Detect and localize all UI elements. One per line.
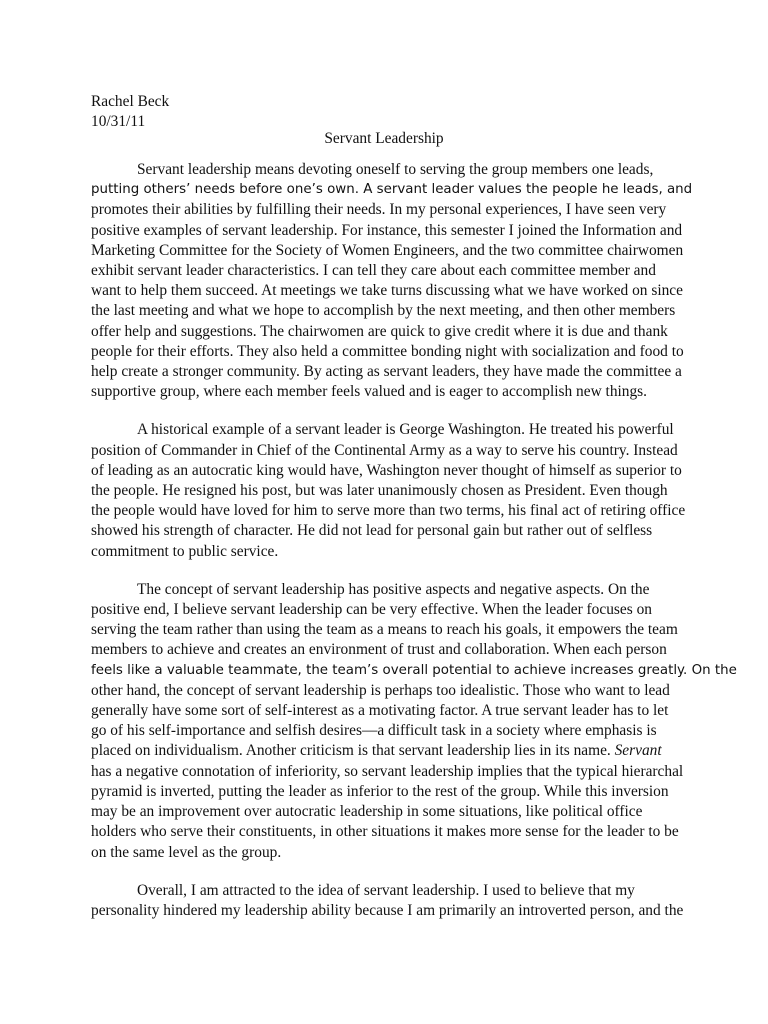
text-line: the people would have loved for him to serve more than two terms, his final act of retiring office <box>91 502 686 520</box>
text-line: the last meeting and what we hope to accomplish by the next meeting, and then other members <box>91 302 676 320</box>
text-line: personality hindered my leadership ability because I am primarily an introverted person, and the <box>91 901 684 919</box>
text-line: supportive group, where each member feels valued and is eager to accomplish new things. <box>91 383 648 401</box>
paragraph-3 <box>91 580 737 863</box>
document-date: 10/31/11 <box>91 113 146 130</box>
text-line: generally have some sort of self-interest as a motivating factor. A true servant leader has to let <box>91 702 669 720</box>
document-title: Servant Leadership <box>324 130 444 147</box>
text-line: pyramid is inverted, putting the leader as inferior to the rest of the group. While this inversion <box>91 782 669 800</box>
text-line: Overall, I am attracted to the idea of servant leadership. I used to believe that my <box>137 881 635 899</box>
text-line: the people. He resigned his post, but was later unanimously chosen as President. Even though <box>91 482 668 500</box>
text-line: serving the team rather than using the team as a means to reach his goals, it empowers the team <box>91 621 678 639</box>
paragraph-2 <box>91 420 686 561</box>
text-line: positive end, I believe servant leadership can be very effective. When the leader focuses on <box>91 601 652 619</box>
text-line: members to achieve and creates an environment of trust and collaboration. When each person <box>91 641 667 659</box>
text-line: A historical example of a servant leader is George Washington. He treated his powerful <box>137 421 674 439</box>
text-line: want to help them succeed. At meetings we take turns discussing what we have worked on since <box>91 282 683 300</box>
text-line: of leading as an autocratic king would have, Washington never thought of himself as superior to <box>91 461 682 479</box>
text-line: position of Commander in Chief of the Continental Army as a way to serve his country. Instead <box>91 441 678 459</box>
text-line: go of his self-importance and selfish desires—a difficult task in a society where emphasis is <box>91 722 657 740</box>
text-line: help create a stronger community. By acting as servant leaders, they have made the committee a <box>91 363 682 381</box>
text-line: showed his strength of character. He did not lead for personal gain but rather out of selfless <box>91 522 653 540</box>
text-line: offer help and suggestions. The chairwomen are quick to give credit where it is due and thank <box>91 322 668 340</box>
text-line: commitment to public service. <box>91 542 279 560</box>
text-line: promotes their abilities by fulfilling their needs. In my personal experiences, I have seen very <box>91 201 667 219</box>
text-line: The concept of servant leadership has positive aspects and negative aspects. On the <box>137 580 650 598</box>
text-line: has a negative connotation of inferiority, so servant leadership implies that the typical hierarchal <box>91 762 684 780</box>
text-line: putting others’ needs before one’s own. A servant leader values the people he leads, and <box>91 182 693 198</box>
text-line: positive examples of servant leadership. For instance, this semester I joined the Information and <box>91 221 683 239</box>
text-line: Marketing Committee for the Society of Women Engineers, and the two committee chairwomen <box>91 241 684 259</box>
author-name: Rachel Beck <box>91 93 170 110</box>
paragraph-1 <box>91 160 693 402</box>
text-line: on the same level as the group. <box>91 843 282 861</box>
text-line: other hand, the concept of servant leadership is perhaps too idealistic. Those who want to lead <box>91 681 670 699</box>
emphasized-word: Servant <box>614 742 662 760</box>
paragraph-4 <box>91 881 684 921</box>
text-line: people for their efforts. They also held a committee bonding night with socialization and food to <box>91 342 684 360</box>
text-line: may be an improvement over autocratic leadership in some situations, like political office <box>91 803 643 821</box>
document-header <box>91 92 169 132</box>
text-line: holders who serve their constituents, in other situations it makes more sense for the leader to be <box>91 823 679 841</box>
text-line: Servant leadership means devoting oneself to serving the group members one leads, <box>137 161 654 178</box>
document-body <box>91 160 737 939</box>
text-line: feels like a valuable teammate, the team’s overall potential to achieve increases greatly. On the <box>91 662 737 678</box>
text-line: placed on individualism. Another criticism is that servant leadership lies in its name. Servant <box>91 742 662 760</box>
text-line: exhibit servant leader characteristics. I can tell they care about each committee member and <box>91 262 656 280</box>
